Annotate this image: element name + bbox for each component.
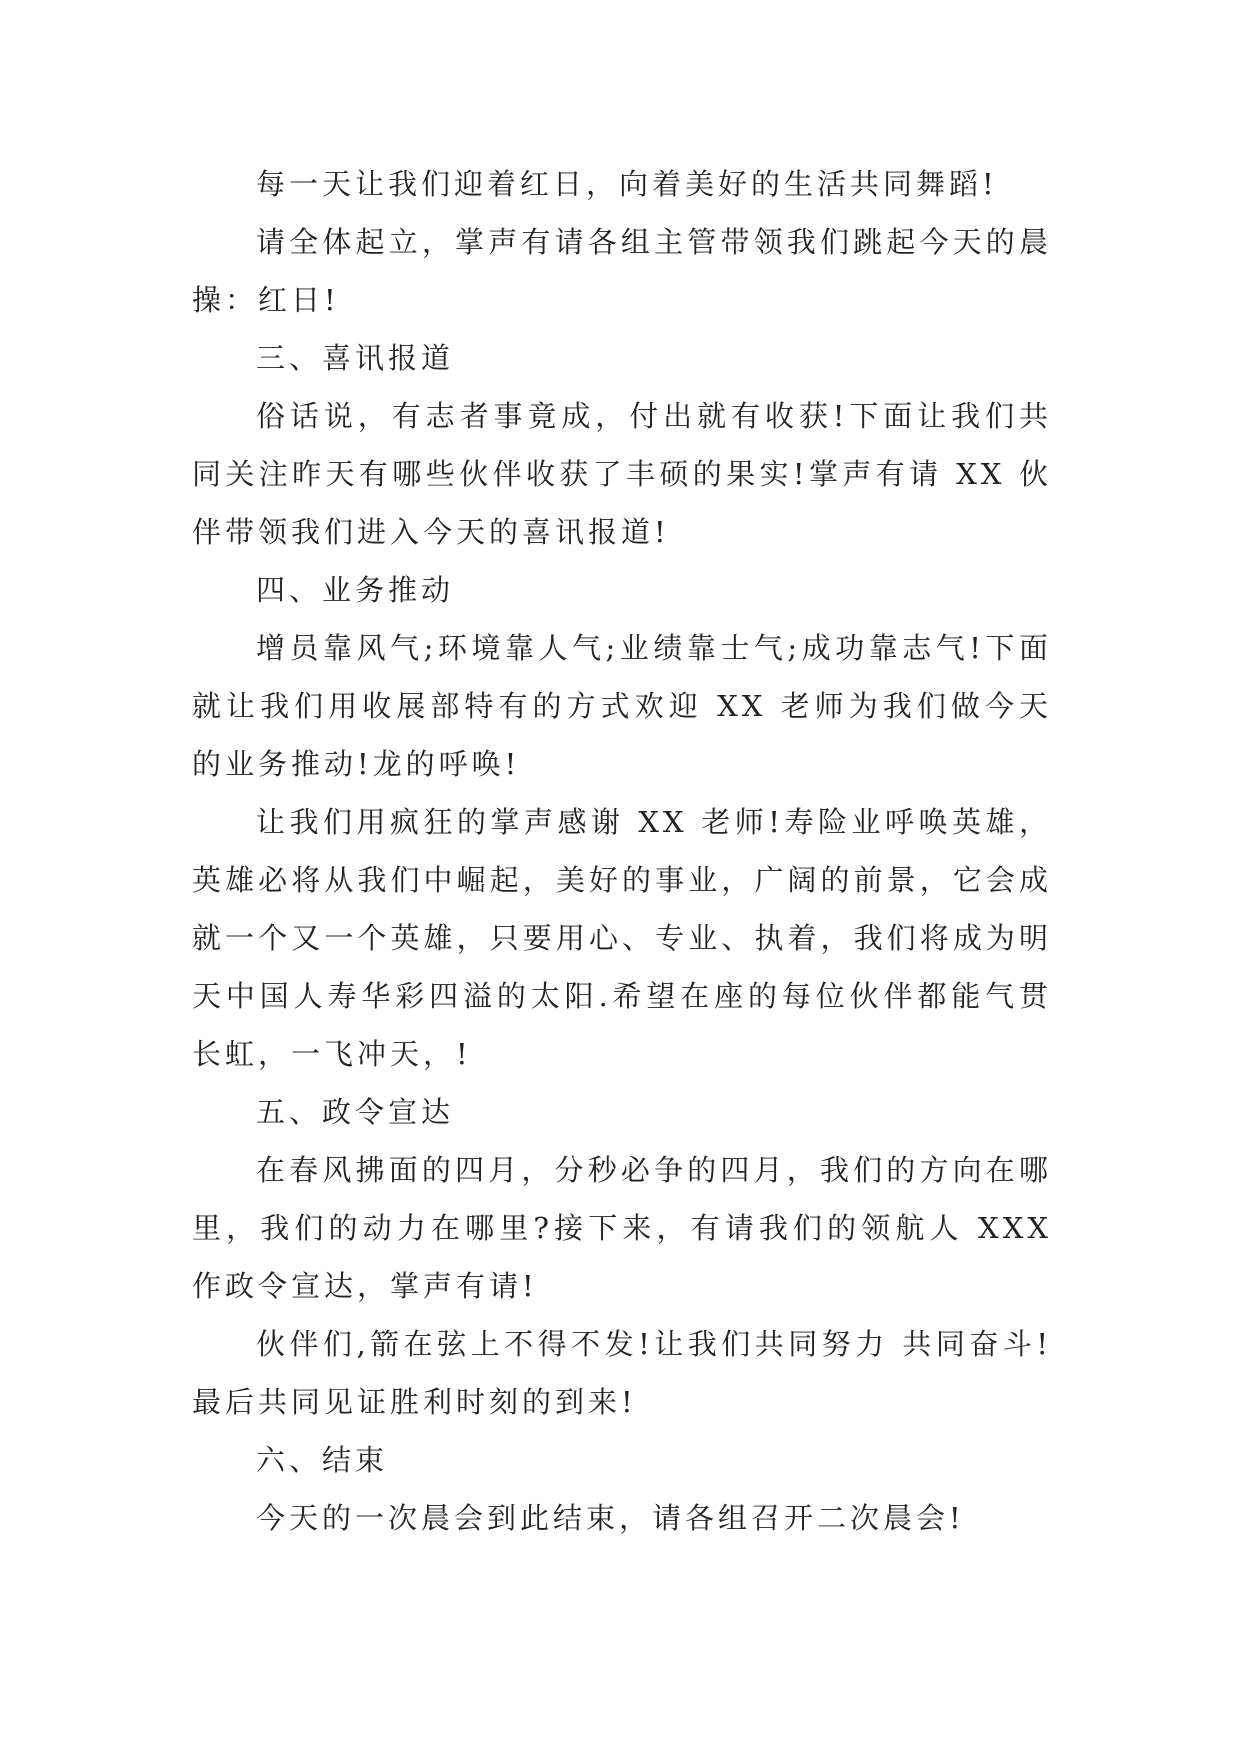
section-heading: 五、政令宣达 <box>256 1095 455 1129</box>
paragraph: 让我们用疯狂的掌声感谢 XX 老师!寿险业呼唤英雄，英雄必将从我们中崛起，美好的事业，广阔的前景，它会成就一个又一个英雄，只要用心、专业、执着，我们将成为明天中国人寿华彩四溢的太阳.希望在座的每位伙伴都能气贯长虹，一飞冲天，! <box>192 805 1052 1071</box>
section-heading: 四、业务推动 <box>256 573 455 607</box>
section-heading: 六、结束 <box>256 1443 389 1477</box>
paragraph: 增员靠风气;环境靠人气;业绩靠士气;成功靠志气!下面就让我们用收展部特有的方式欢迎 XX 老师为我们做今天的业务推动!龙的呼唤! <box>192 631 1052 781</box>
paragraph: 每一天让我们迎着红日，向着美好的生活共同舞蹈! <box>256 167 998 201</box>
paragraph: 伙伴们,箭在弦上不得不发!让我们共同努力 共同奋斗!最后共同见证胜利时刻的到来! <box>192 1327 1052 1419</box>
section-heading: 三、喜讯报道 <box>256 341 455 375</box>
document-body <box>192 155 1052 1547</box>
paragraph: 俗话说，有志者事竟成，付出就有收获!下面让我们共同关注昨天有哪些伙伴收获了丰硕的果实!掌声有请 XX 伙伴带领我们进入今天的喜讯报道! <box>192 399 1052 549</box>
paragraph: 在春风拂面的四月，分秒必争的四月，我们的方向在哪里，我们的动力在哪里?接下来，有请我们的领航人 XXX 作政令宣达，掌声有请! <box>192 1153 1052 1303</box>
paragraph: 今天的一次晨会到此结束，请各组召开二次晨会! <box>256 1501 965 1535</box>
paragraph: 请全体起立，掌声有请各组主管带领我们跳起今天的晨操：红日! <box>192 225 1052 317</box>
